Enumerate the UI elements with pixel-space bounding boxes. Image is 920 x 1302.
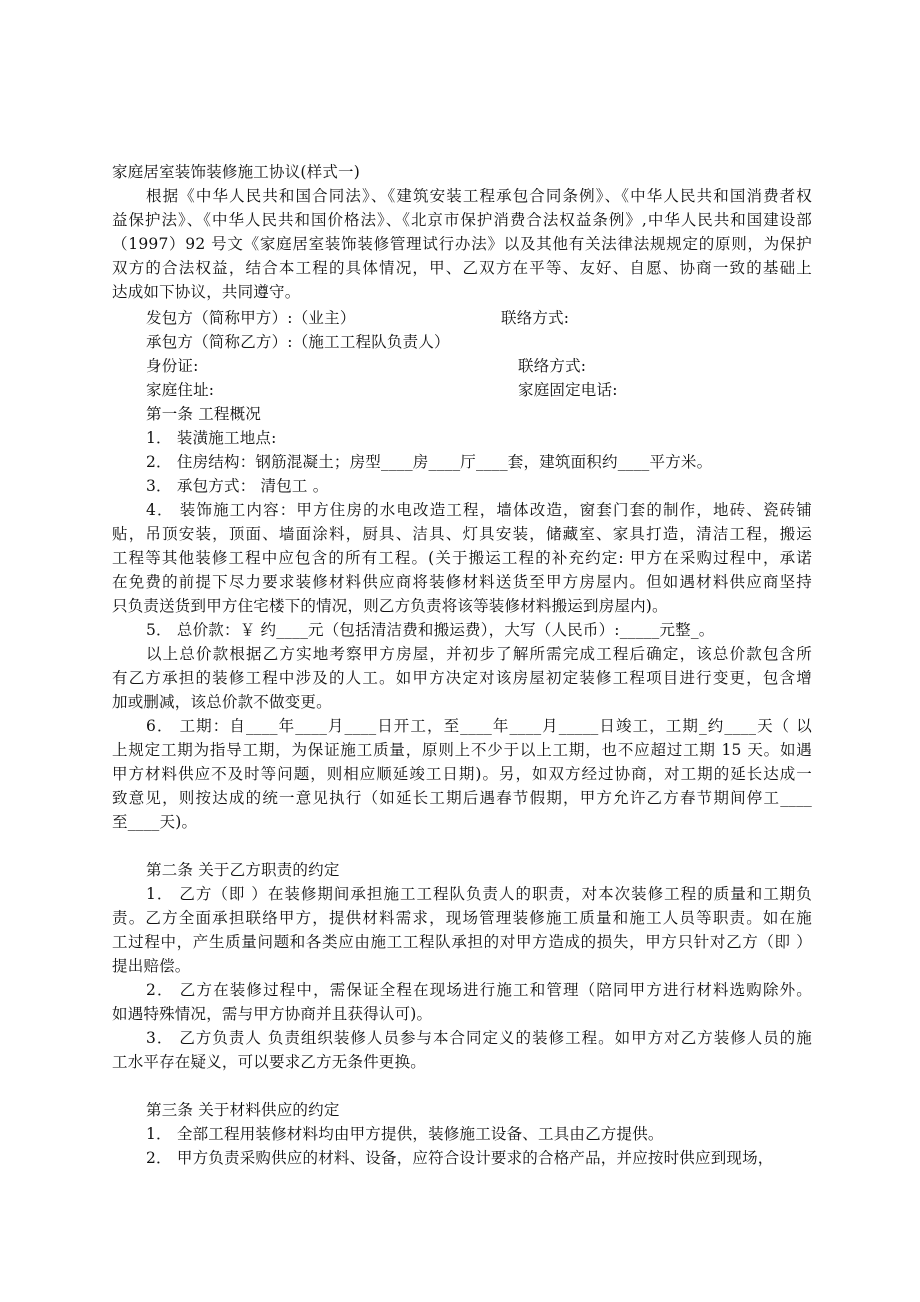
article-3-item: 1． 全部工程用装修材料均由甲方提供，装修施工设备、工具由乙方提供。: [146, 1125, 664, 1143]
article-3-item: 2． 甲方负责采购供应的材料、设备，应符合设计要求的合格产品，并应按时供应到现场，: [146, 1149, 774, 1167]
article-2-item-2: 2． 乙方在装修过程中，需保证全程在现场进行施工和管理（陪同甲方进行材料选购除外。: [146, 981, 812, 999]
article-1-item: 3． 承包方式： 清包工 。: [146, 477, 329, 495]
article-2-item-1: 提出赔偿。: [112, 957, 191, 975]
price-note: 有乙方承担的装修工程中涉及的人工。如甲方决定对该房屋初定装修工程项目进行变更，包含增: [112, 669, 812, 687]
owner-contact-label: 联络方式:: [501, 309, 570, 327]
home-address-label: 家庭住址:: [146, 381, 215, 399]
article-1-item-6: 甲方材料供应不及时等问题，则相应顺延竣工日期)。另，如双方经过协商，对工期的延长达成一: [112, 765, 812, 783]
contractor-contact-label: 联络方式:: [518, 357, 587, 375]
article-3-heading: 第三条 关于材料供应的约定: [146, 1101, 340, 1119]
id-card-label: 身份证:: [146, 357, 199, 375]
intro-line: 双方的合法权益，结合本工程的具体情况，甲、乙双方在平等、友好、自愿、协商一致的基础上: [112, 259, 812, 277]
intro-line: 益保护法》、《中华人民共和国价格法》、《北京市保护消费合法权益条例》,中华人民共和国建设部: [112, 211, 812, 229]
article-2-item-2: 如遇特殊情况，需与甲方协商并且获得认可)。: [112, 1005, 433, 1023]
article-2-item-3: 工水平存在疑义，可以要求乙方无条件更换。: [112, 1053, 427, 1071]
contractor-label: 承包方（简称乙方）:（施工工程队负责人）: [146, 333, 450, 351]
article-1-item-4: 贴，吊顶安装，顶面、墙面涂料，厨具、洁具、灯具安装，储藏室、家具打造，清洁工程，搬运: [112, 525, 812, 543]
article-1-item-5: 5． 总价款：￥ 约____元（包括清洁费和搬运费），大写（人民币）:_____元整_。: [146, 621, 715, 639]
home-phone-label: 家庭固定电话:: [518, 381, 618, 399]
article-1-item-4: 在免费的前提下尽力要求装修材料供应商将装修材料送货至甲方房屋内。但如遇材料供应商坚持: [112, 573, 812, 591]
article-1-item-6: 上规定工期为指导工期，为保证施工质量，原则上不少于以上工期，也不应超过工期 15 天。如遇: [112, 741, 812, 759]
owner-label: 发包方（简称甲方）:（业主）: [146, 309, 356, 327]
article-1-item: 2． 住房结构：钢筋混凝土；房型____房____厅____套，建筑面积约____平方米。: [146, 453, 713, 471]
article-1-item: 1． 装潢施工地点:: [146, 429, 277, 447]
article-1-item-4: 工程等其他装修工程中应包含的所有工程。(关于搬运工程的补充约定: 甲方在采购过程中，承诺: [112, 549, 812, 567]
article-2-item-3: 3． 乙方负责人 负责组织装修人员参与本合同定义的装修工程。如甲方对乙方装修人员的施: [146, 1029, 812, 1047]
article-1-item-6: 至____天)。: [112, 813, 198, 831]
document-title: 家庭居室装饰装修施工协议(样式一): [112, 163, 360, 181]
article-2-item-1: 责。乙方全面承担联络甲方，提供材料需求，现场管理装修施工质量和施工人员等职责。如在施: [112, 909, 812, 927]
price-note: 加或删减，该总价款不做变更。: [112, 693, 332, 711]
article-2-item-1: 1． 乙方（即 ）在装修期间承担施工工程队负责人的职责，对本次装修工程的质量和工期负: [146, 885, 812, 903]
article-1-item-4: 只负责送货到甲方住宅楼下的情况，则乙方负责将该等装修材料搬运到房屋内)。: [112, 597, 668, 615]
price-note: 以上总价款根据乙方实地考察甲方房屋，并初步了解所需完成工程后确定，该总价款包含所: [146, 645, 812, 663]
article-1-item-6: 致意见，则按达成的统一意见执行（如延长工期后遇春节假期，甲方允许乙方春节期间停工____: [112, 789, 812, 807]
intro-line: 达成如下协议，共同遵守。: [112, 283, 301, 301]
article-1-heading: 第一条 工程概况: [146, 405, 262, 423]
article-2-item-1: 工过程中，产生质量问题和各类应由施工工程队承担的对甲方造成的损失，甲方只针对乙方（即 ）: [112, 933, 812, 951]
article-1-item-4: 4． 装饰施工内容：甲方住房的水电改造工程，墙体改造，窗套门套的制作，地砖、瓷砖铺: [146, 501, 812, 519]
intro-line: （1997）92 号文《家庭居室装饰装修管理试行办法》以及其他有关法律法规规定的原则，为保护: [112, 235, 812, 253]
article-2-heading: 第二条 关于乙方职责的约定: [146, 861, 340, 879]
article-1-item-6: 6． 工期：自____年____月____日开工，至____年____月_____日竣工，工期_约____天（ 以: [146, 717, 812, 735]
intro-line: 根据《中华人民共和国合同法》、《建筑安装工程承包合同条例》、《中华人民共和国消费者权: [146, 187, 812, 205]
